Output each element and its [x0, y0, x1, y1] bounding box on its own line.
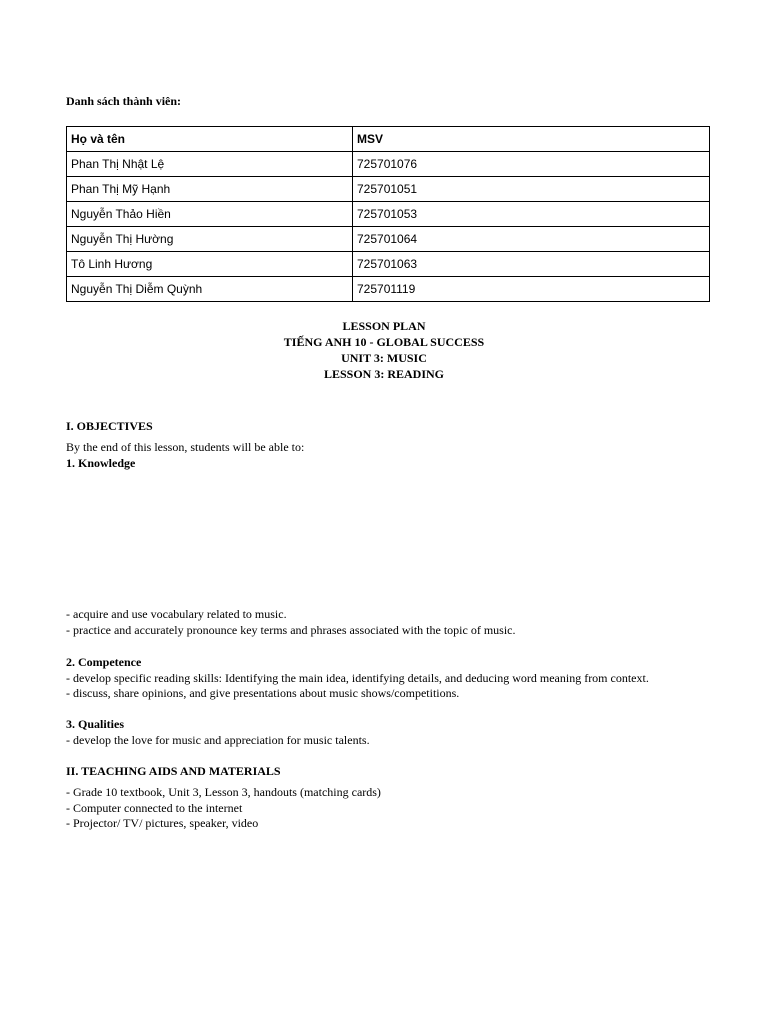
title-line-lesson: LESSON 3: READING — [323, 367, 445, 381]
list-item: - develop specific reading skills: Identifying the main idea, identifying details, and deducing word meaning from context. — [66, 670, 649, 685]
member-name: Nguyễn Thị Diễm Quỳnh — [67, 277, 353, 302]
table-row — [67, 277, 710, 302]
qualities-heading: 3. Qualities — [66, 717, 125, 731]
table-row — [67, 152, 710, 177]
table-header-row — [67, 127, 710, 152]
objectives-heading: I. OBJECTIVES — [66, 419, 153, 433]
list-item: - develop the love for music and appreciation for music talents. — [66, 732, 370, 747]
teaching-aids-list — [66, 785, 381, 832]
member-msv: 725701053 — [353, 202, 710, 227]
column-header-name: Họ và tên — [67, 127, 353, 152]
teaching-aids-heading: II. TEACHING AIDS AND MATERIALS — [66, 764, 281, 778]
qualities-section — [66, 717, 370, 748]
table-row — [67, 252, 710, 277]
list-item: - Projector/ TV/ pictures, speaker, video — [66, 816, 259, 830]
knowledge-heading: 1. Knowledge — [66, 456, 136, 470]
list-item: - Grade 10 textbook, Unit 3, Lesson 3, handouts (matching cards) — [66, 785, 381, 799]
list-item: - discuss, share opinions, and give presentations about music shows/competitions. — [66, 686, 460, 700]
list-item: - practice and accurately pronounce key terms and phrases associated with the topic of music. — [66, 622, 516, 637]
members-heading: Danh sách thành viên: — [66, 94, 182, 108]
list-item: - Computer connected to the internet — [66, 800, 243, 815]
member-name: Tô Linh Hương — [67, 252, 353, 277]
table-row — [67, 202, 710, 227]
table-row — [67, 227, 710, 252]
member-name: Phan Thị Nhật Lệ — [67, 152, 353, 177]
members-table — [66, 126, 710, 302]
member-msv: 725701051 — [353, 177, 710, 202]
lesson-title-block — [0, 318, 768, 382]
member-name: Nguyễn Thị Hường — [67, 227, 353, 252]
member-msv: 725701076 — [353, 152, 710, 177]
competence-section — [66, 655, 649, 702]
objectives-intro: By the end of this lesson, students will be able to: — [66, 440, 305, 454]
member-msv: 725701064 — [353, 227, 710, 252]
member-name: Nguyễn Thảo Hiền — [67, 202, 353, 227]
knowledge-list — [66, 607, 516, 638]
member-name: Phan Thị Mỹ Hạnh — [67, 177, 353, 202]
title-line-course: TIẾNG ANH 10 - GLOBAL SUCCESS — [283, 335, 485, 349]
competence-heading: 2. Competence — [66, 655, 142, 669]
member-msv: 725701063 — [353, 252, 710, 277]
table-row — [67, 177, 710, 202]
title-line-unit: UNIT 3: MUSIC — [341, 351, 427, 365]
list-item: - acquire and use vocabulary related to music. — [66, 607, 287, 621]
column-header-msv: MSV — [353, 127, 710, 152]
title-line-lesson-plan: LESSON PLAN — [342, 319, 426, 333]
member-msv: 725701119 — [353, 277, 710, 302]
